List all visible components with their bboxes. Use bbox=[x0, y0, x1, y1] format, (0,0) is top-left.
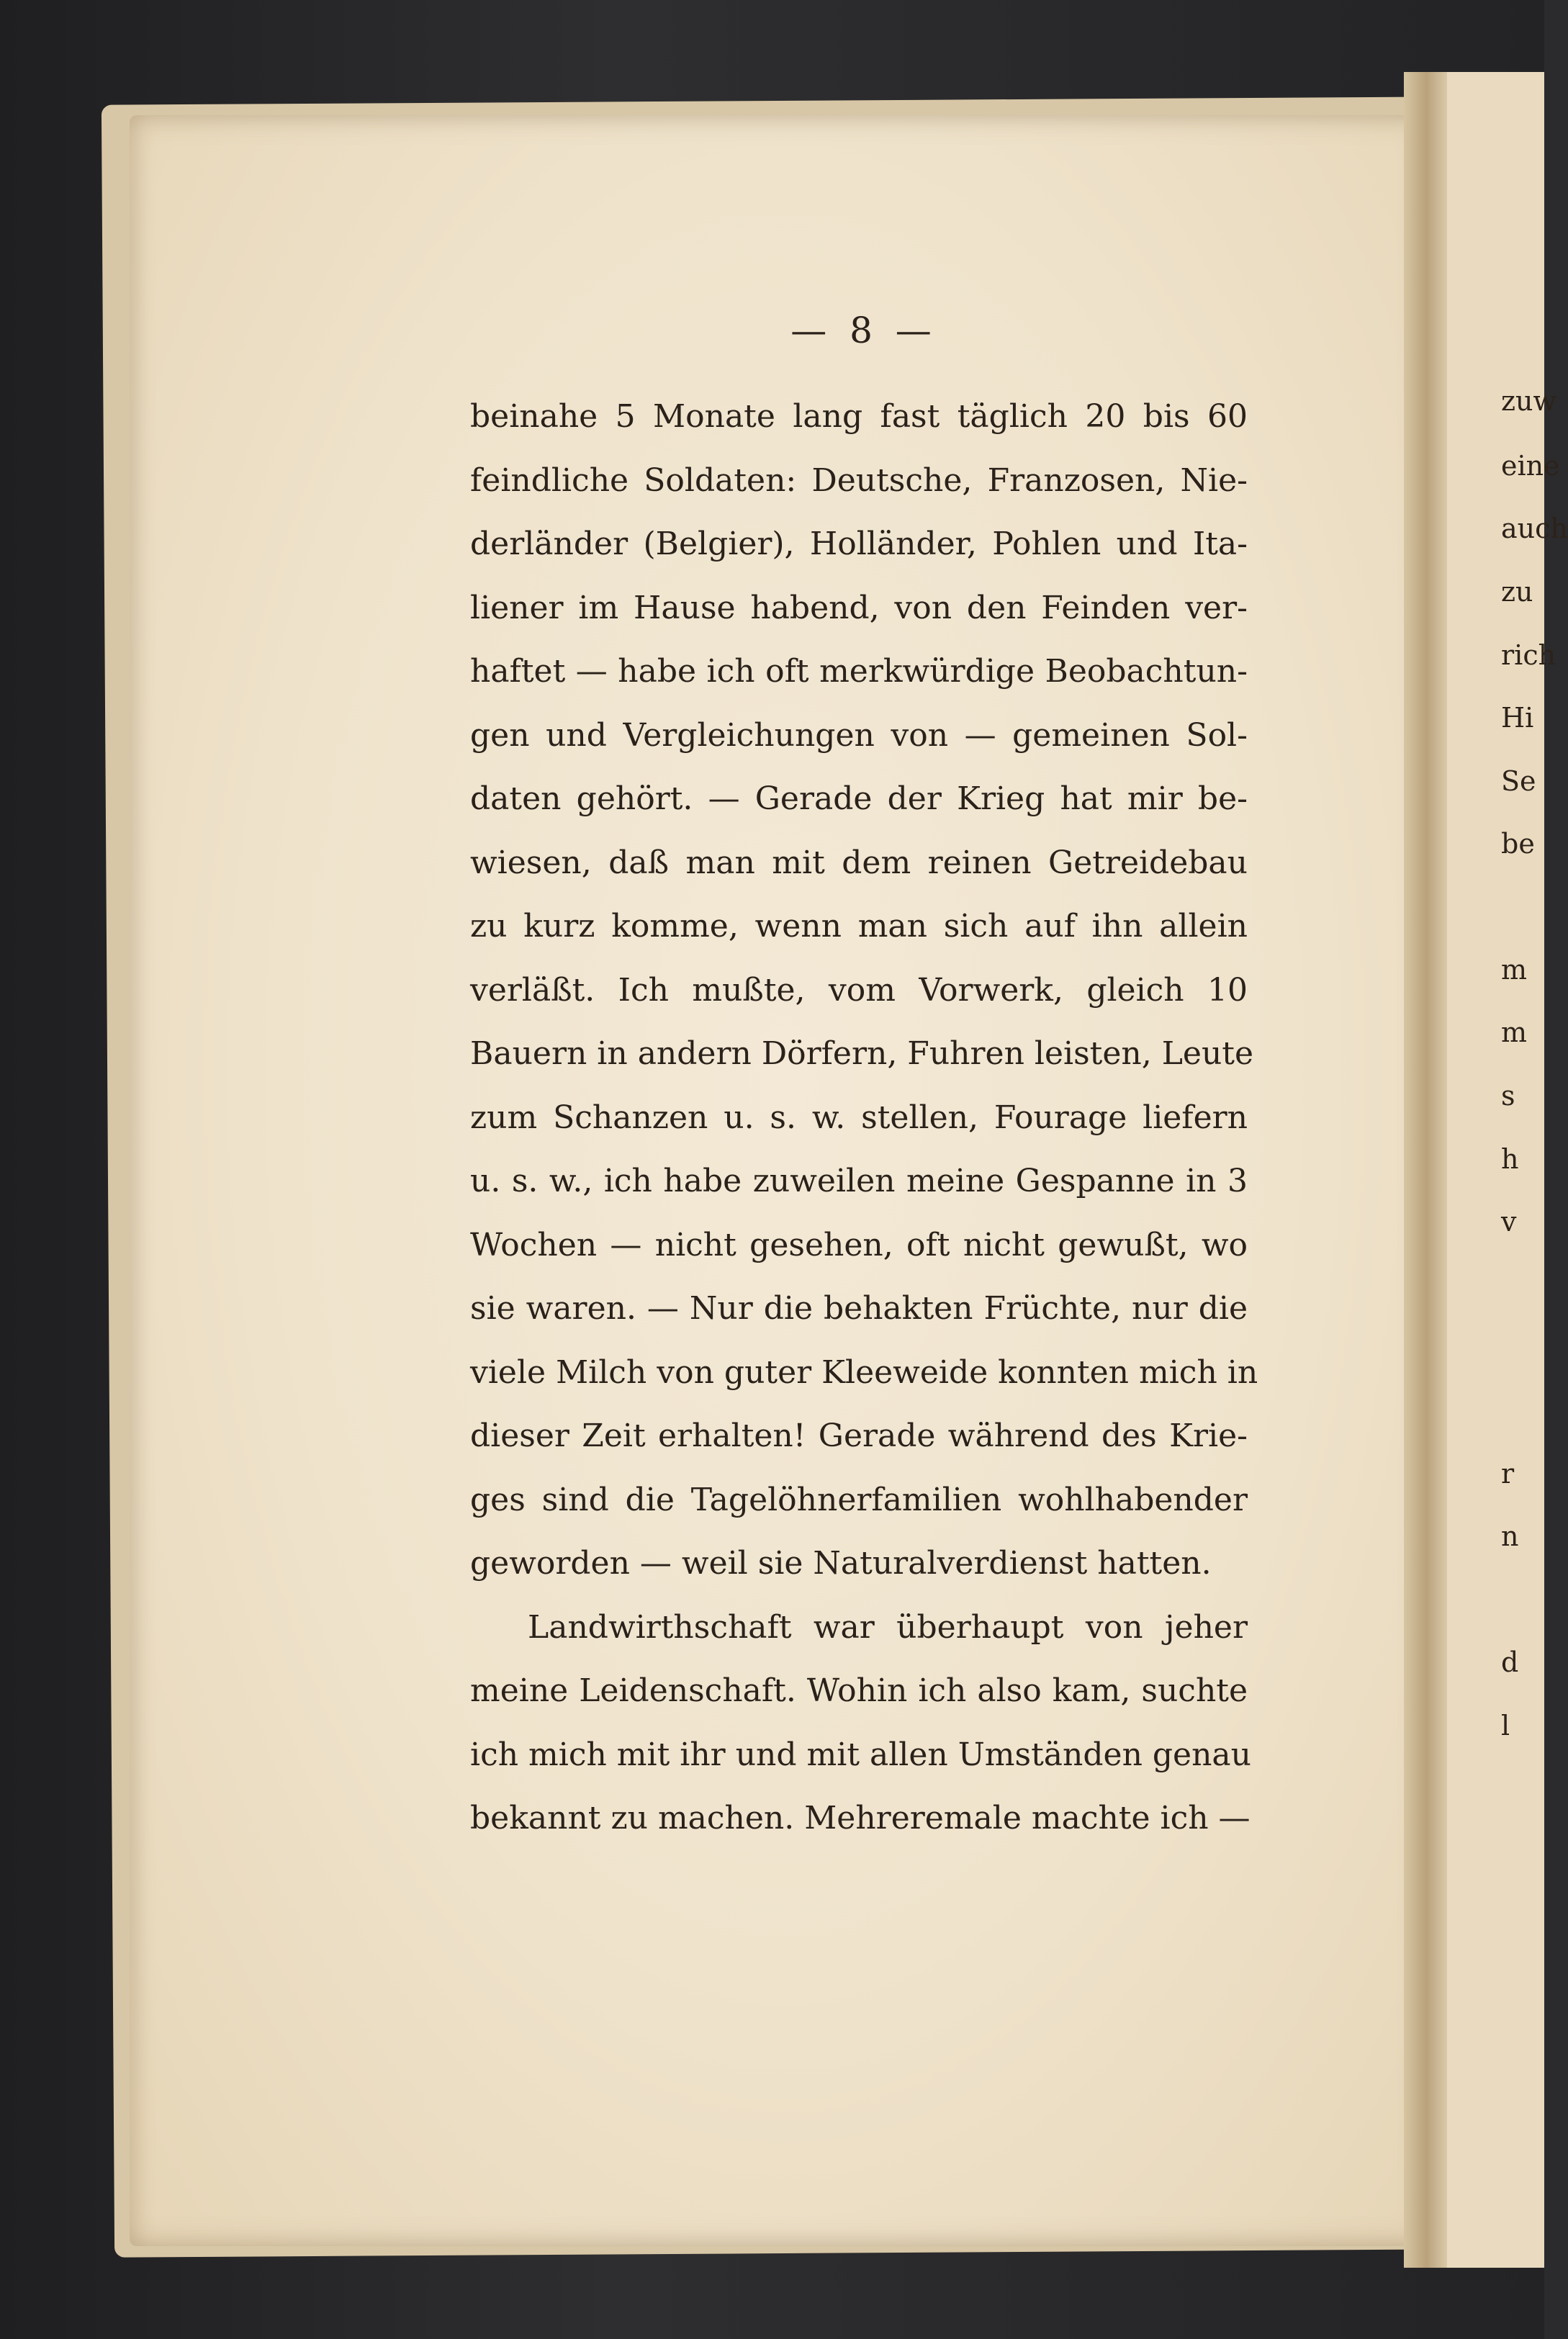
text-line: ich mich mit ihr und mit allen Umständen genau bbox=[470, 1736, 1252, 1773]
body-text bbox=[470, 385, 1258, 1851]
text-line: liener im Hause habend, von den Feinden ver- bbox=[470, 589, 1248, 626]
facing-page-fragment: s bbox=[1501, 1080, 1515, 1112]
text-line: sie waren. — Nur die behakten Früchte, nur die bbox=[470, 1290, 1248, 1327]
text-line: ges sind die Tagelöhnerfamilien wohlhabender bbox=[470, 1481, 1248, 1518]
text-line: u. s. w., ich habe zuweilen meine Gespanne in 3 bbox=[470, 1163, 1248, 1199]
facing-page-fragment: v bbox=[1501, 1206, 1517, 1238]
text-line: verläßt. Ich mußte, vom Vorwerk, gleich 10 bbox=[470, 971, 1248, 1009]
facing-page-fragment: rich bbox=[1501, 639, 1556, 671]
text-line: zu kurz komme, wenn man sich auf ihn allein bbox=[470, 908, 1248, 945]
text-line: dieser Zeit erhalten! Gerade während des Krie- bbox=[470, 1418, 1248, 1454]
facing-page-fragment: r bbox=[1501, 1458, 1515, 1490]
text-line: daten gehört. — Gerade der Krieg hat mir be- bbox=[470, 780, 1248, 817]
facing-page-fragment: Se bbox=[1501, 765, 1536, 797]
facing-page-fragment: n bbox=[1501, 1520, 1519, 1552]
text-line: feindliche Soldaten: Deutsche, Franzosen, Nie- bbox=[470, 461, 1248, 499]
facing-page-fragment: d bbox=[1501, 1646, 1519, 1678]
facing-page-fragment: m bbox=[1501, 954, 1528, 986]
text-line: Bauern in andern Dörfern, Fuhren leisten, Leute bbox=[470, 1035, 1254, 1072]
facing-page-fragment: l bbox=[1501, 1710, 1510, 1741]
text-line: meine Leidenschaft. Wohin ich also kam, suchte bbox=[470, 1672, 1248, 1709]
text-line: Landwirthschaft war überhaupt von jeher bbox=[528, 1608, 1248, 1646]
text-line: wiesen, daß man mit dem reinen Getreidebau bbox=[470, 844, 1248, 881]
facing-page-fragment: zuw bbox=[1501, 385, 1557, 417]
text-line: haftet — habe ich oft merkwürdige Beobachtun- bbox=[470, 653, 1248, 690]
facing-page-fragment: eine bbox=[1501, 450, 1560, 482]
facing-page-fragment: be bbox=[1501, 828, 1535, 860]
text-line: viele Milch von guter Kleeweide konnten mich in bbox=[470, 1353, 1258, 1391]
facing-page-fragment: zu bbox=[1501, 576, 1533, 608]
facing-page-fragment: auch bbox=[1501, 513, 1568, 544]
text-line: geworden — weil sie Naturalverdienst hatten. bbox=[470, 1545, 1212, 1582]
facing-page-fragment: m bbox=[1501, 1017, 1528, 1048]
facing-page-fragment: h bbox=[1501, 1143, 1519, 1175]
page-number-header: — 8 — bbox=[790, 310, 937, 351]
facing-page-fragment: Hi bbox=[1501, 702, 1534, 734]
text-line: beinahe 5 Monate lang fast täglich 20 bis 60 bbox=[470, 398, 1248, 435]
text-line: bekannt zu machen. Mehreremale machte ich — bbox=[470, 1800, 1251, 1837]
text-line: Wochen — nicht gesehen, oft nicht gewußt, wo bbox=[470, 1226, 1248, 1263]
text-line: gen und Vergleichungen von — gemeinen Sol- bbox=[470, 716, 1248, 754]
text-line: zum Schanzen u. s. w. stellen, Fourage liefern bbox=[470, 1099, 1248, 1136]
text-line: derländer (Belgier), Holländer, Pohlen und Ita- bbox=[470, 526, 1248, 562]
